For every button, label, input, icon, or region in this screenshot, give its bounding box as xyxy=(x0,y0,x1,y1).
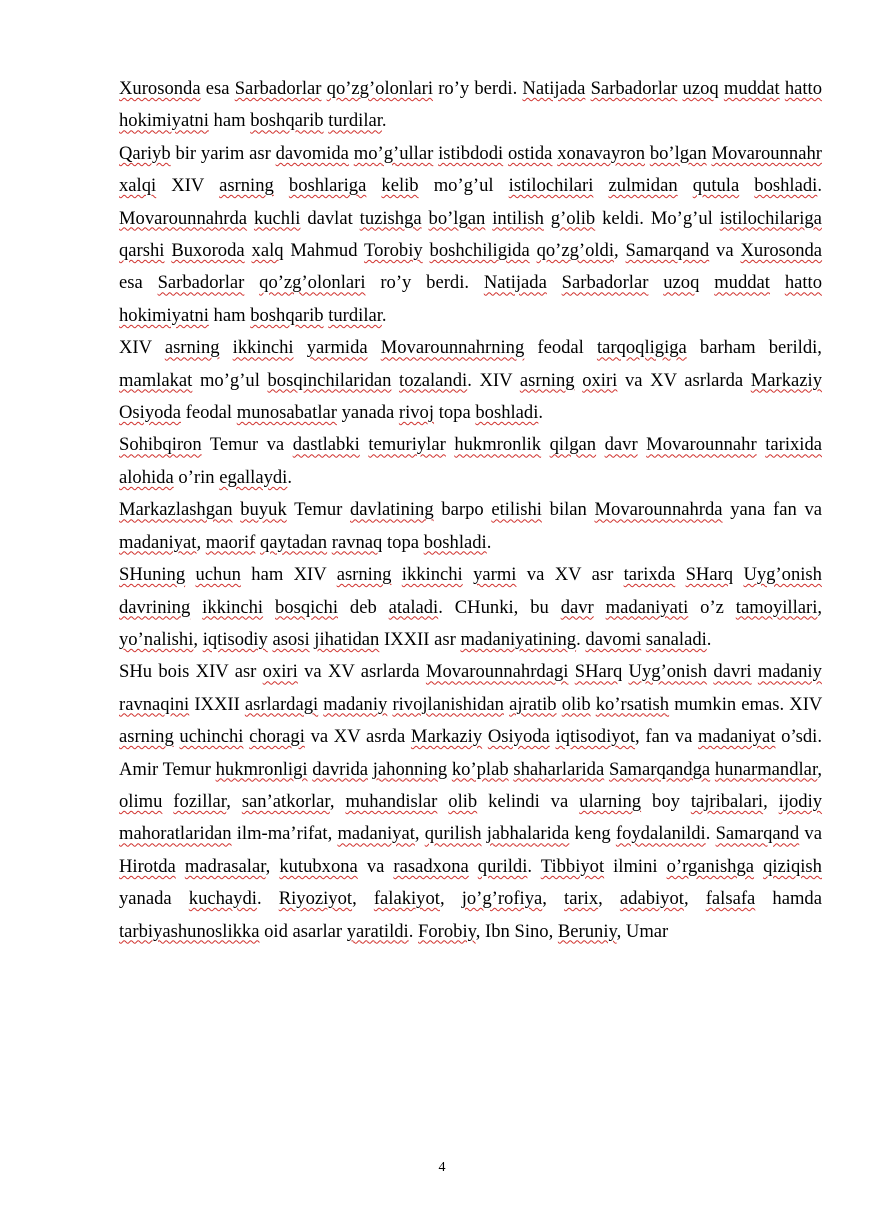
spellcheck-word[interactable]: bo’lgan xyxy=(428,207,486,229)
spellcheck-word[interactable]: madaniyat xyxy=(698,726,776,748)
spellcheck-word[interactable]: Natijada xyxy=(483,272,547,294)
spellcheck-word[interactable]: turdilar xyxy=(328,110,382,132)
spellcheck-word[interactable]: asrning xyxy=(164,337,220,359)
spellcheck-word[interactable]: madaniyat xyxy=(337,823,415,845)
spellcheck-word[interactable]: alohida xyxy=(119,466,174,488)
spellcheck-word[interactable]: falakiyot xyxy=(373,888,440,910)
spellcheck-word[interactable]: tarixda xyxy=(623,564,676,586)
spellcheck-word[interactable]: qo’zg’oldi xyxy=(536,240,615,262)
spellcheck-word[interactable]: Sohibqiron xyxy=(119,434,202,456)
spellcheck-word[interactable]: iqtisodiyot xyxy=(555,726,636,748)
spellcheck-word[interactable]: zulmidan xyxy=(608,175,678,197)
spellcheck-word[interactable]: Samarqand xyxy=(625,240,710,262)
spellcheck-word[interactable]: yo’nalishi xyxy=(119,628,194,650)
paragraph[interactable]: Markazlashgan buyuk Temur davlatining barpo etilishi bilan Movarounnahrda yana fan va madaniyat, maorif qaytadan ravnaq topa boshladi. xyxy=(119,499,822,553)
spellcheck-word[interactable]: SHarq xyxy=(685,564,734,586)
spellcheck-word[interactable]: g’olib xyxy=(550,207,596,229)
spellcheck-word[interactable]: bosqinchilaridan xyxy=(267,369,392,391)
paragraph[interactable]: SHu bois XIV asr oxiri va XV asrlarda Movarounnahrdagi SHarq Uyg’onish davri madaniy ravnaqini IXXII asrlardagi madaniy rivojlanishidan ajratib olib ko’rsatish mumkin emas. XIV asrning uchinchi choragi va XV asrda Markaziy Osiyoda iqtisodiyot, fan va madaniyat o’sdi. Amir Temur hukmronligi davrida jahonning ko’plab shaharlarida Samarqandga hunarmandlar, olimu fozillar, san’atkorlar, muhandislar olib kelindi va ularning boy tajribalari, ijodiy mahoratlaridan ilm-ma’rifat, madaniyat, qurilish jabhalarida keng foydalanildi. Samarqand va Hirotda madrasalar, kutubxona va rasadxona qurildi. Tibbiyot ilmini o’rganishga qiziqish yanada kuchaydi. Riyoziyot, falakiyot, jo’g’rofiya, tarix, adabiyot, falsafa hamda tarbiyashunoslikka oid asarlar yaratildi. Forobiy, Ibn Sino, Beruniy, Umar xyxy=(119,661,823,942)
spellcheck-word[interactable]: hunarmandlar xyxy=(714,758,818,780)
paragraph[interactable]: XIV asrning ikkinchi yarmida Movarounnahrning feodal tarqoqligiga barham berildi, mamlakat mo’g’ul bosqinchilaridan tozalandi. XIV asrning oxiri va XV asrlarda Markaziy Osiyoda feodal munosabatlar yanada rivoj topa boshladi. xyxy=(119,337,823,424)
spellcheck-word[interactable]: egallaydi xyxy=(219,466,288,488)
spellcheck-word[interactable]: Beruniy xyxy=(557,920,617,942)
spellcheck-word[interactable]: qarshi xyxy=(119,240,165,262)
spellcheck-word[interactable]: rivoj xyxy=(398,402,435,424)
paragraph[interactable]: Xurosonda esa Sarbadorlar qo’zg’olonlari ro’y berdi. Natijada Sarbadorlar uzoq muddat hatto hokimiyatni ham boshqarib turdilar. xyxy=(119,78,823,132)
spellcheck-word[interactable]: ko’rsatish xyxy=(595,693,670,715)
paragraph[interactable]: Qariyb bir yarim asr davomida mo’g’ullar istibdodi ostida xonavayron bo’lgan Movarounnahr xalqi XIV asrning boshlariga kelib mo’g’ul istilochilari zulmidan qutula boshladi. Movarounnahrda kuchli davlat tuzishga bo’lgan intilish g’olib keldi. Mo’g’ul istilochilariga qarshi Buxoroda xalq Mahmud Torobiy boshchiligida qo’zg’oldi, Samarqand va Xurosonda esa Sarbadorlar qo’zg’olonlari ro’y berdi. Natijada Sarbadorlar uzoq muddat hatto hokimiyatni ham boshqarib turdilar. xyxy=(119,142,823,326)
spellcheck-word[interactable]: boshladi xyxy=(754,175,818,197)
spellcheck-word[interactable]: tamoyillari xyxy=(735,596,818,618)
spellcheck-word[interactable]: Samarqandga xyxy=(608,758,711,780)
spellcheck-word[interactable]: qo’zg’olonlari xyxy=(259,272,366,294)
spellcheck-word[interactable]: Movarounnahrning xyxy=(380,337,525,359)
spellcheck-word[interactable]: Uyg’onish xyxy=(743,564,822,586)
spellcheck-word[interactable]: madaniy xyxy=(323,693,388,715)
spellcheck-word[interactable]: dastlabki xyxy=(292,434,360,456)
spellcheck-word[interactable]: Xurosonda xyxy=(740,240,823,262)
spellcheck-word[interactable]: qutula xyxy=(692,175,740,197)
spellcheck-word[interactable]: jihatidan xyxy=(314,628,380,650)
spellcheck-word[interactable]: yaratildi xyxy=(346,920,409,942)
spellcheck-word[interactable]: SHuning xyxy=(119,564,186,586)
spellcheck-word[interactable]: boshladi xyxy=(475,402,539,424)
spellcheck-word[interactable]: rasadxona xyxy=(393,855,469,877)
spellcheck-word[interactable]: ikkinchi xyxy=(232,337,294,359)
spellcheck-word[interactable]: Samarqand xyxy=(715,823,800,845)
spellcheck-word[interactable]: davr xyxy=(560,596,594,618)
spellcheck-word[interactable]: davomi xyxy=(585,628,642,650)
spellcheck-word[interactable]: bo’lgan xyxy=(649,142,707,164)
spellcheck-word[interactable]: Natijada xyxy=(522,78,586,99)
spellcheck-word[interactable]: mo’g’ullar xyxy=(353,142,434,164)
spellcheck-word[interactable]: choragi xyxy=(249,726,305,748)
spellcheck-word[interactable]: maorif xyxy=(205,531,256,553)
spellcheck-word[interactable]: boshladi xyxy=(423,531,487,553)
spellcheck-word[interactable]: Uyg’onish xyxy=(628,661,708,683)
spellcheck-word[interactable]: xalq xyxy=(251,240,284,262)
spellcheck-word[interactable]: Sarbadorlar xyxy=(157,272,245,294)
spellcheck-word[interactable]: buyuk xyxy=(240,499,287,521)
spellcheck-word[interactable]: rivojlanishidan xyxy=(392,693,504,715)
spellcheck-word[interactable]: tarixida xyxy=(765,434,822,456)
paragraph[interactable]: SHuning uchun ham XIV asrning ikkinchi yarmi va XV asr tarixda SHarq Uyg’onish davrining ikkinchi bosqichi deb ataladi. CHunki, bu davr madaniyati o’z tamoyillari, yo’nalishi, iqtisodiy asosi jihatidan IXXII asr madaniyatining. davomi sanaladi. xyxy=(119,564,823,650)
spellcheck-word[interactable]: Torobiy xyxy=(364,240,423,262)
spellcheck-word[interactable]: davlatining xyxy=(350,499,434,521)
spellcheck-word[interactable]: boshqarib xyxy=(250,304,324,326)
spellcheck-word[interactable]: istilochilariga xyxy=(719,207,822,229)
spellcheck-word[interactable]: bosqichi xyxy=(275,596,339,618)
spellcheck-word[interactable]: jo’g’rofiya xyxy=(461,888,543,910)
spellcheck-word[interactable]: Markaziy xyxy=(410,726,483,748)
spellcheck-word[interactable]: qurildi xyxy=(477,855,528,877)
spellcheck-word[interactable]: tarqoqligiga xyxy=(596,337,687,359)
spellcheck-word[interactable]: Riyoziyot xyxy=(278,888,353,910)
spellcheck-word[interactable]: davrida xyxy=(312,758,369,780)
spellcheck-word[interactable]: kuchaydi xyxy=(188,888,257,910)
spellcheck-word[interactable]: SHarq xyxy=(574,661,623,683)
spellcheck-word[interactable]: davomida xyxy=(275,142,349,164)
spellcheck-word[interactable]: Markazlashgan xyxy=(119,499,233,521)
spellcheck-word[interactable]: ijodiy xyxy=(778,790,823,812)
spellcheck-word[interactable]: kelib xyxy=(381,175,419,197)
spellcheck-word[interactable]: olimu xyxy=(119,790,163,812)
spellcheck-word[interactable]: Sarbadorlar xyxy=(234,78,322,99)
spellcheck-word[interactable]: Qariyb xyxy=(119,142,171,164)
spellcheck-word[interactable]: etilishi xyxy=(491,499,542,521)
spellcheck-word[interactable]: uchun xyxy=(195,564,241,586)
spellcheck-word[interactable]: san’atkorlar xyxy=(241,790,330,812)
spellcheck-word[interactable]: xalqi xyxy=(119,175,157,197)
spellcheck-word[interactable]: tarbiyashunoslikka xyxy=(119,920,260,942)
spellcheck-word[interactable]: hatto xyxy=(784,78,823,99)
spellcheck-word[interactable]: oxiri xyxy=(582,369,618,391)
spellcheck-word[interactable]: asrning xyxy=(219,175,274,197)
spellcheck-word[interactable]: adabiyot xyxy=(619,888,684,910)
spellcheck-word[interactable]: davrining xyxy=(119,596,191,618)
spellcheck-word[interactable]: intilish xyxy=(492,207,544,229)
spellcheck-word[interactable]: uzoq xyxy=(663,272,700,294)
spellcheck-word[interactable]: qiziqish xyxy=(763,855,822,877)
spellcheck-word[interactable]: ikkinchi xyxy=(401,564,463,586)
spellcheck-word[interactable]: foydalanildi xyxy=(615,823,706,845)
spellcheck-word[interactable]: asrning xyxy=(519,369,575,391)
spellcheck-word[interactable]: ravnaqini xyxy=(119,693,190,715)
spellcheck-word[interactable]: asrning xyxy=(119,726,174,748)
spellcheck-word[interactable]: jahonning xyxy=(372,758,448,780)
spellcheck-word[interactable]: tajribalari xyxy=(690,790,764,812)
spellcheck-word[interactable]: tarix xyxy=(564,888,599,910)
spellcheck-word[interactable]: istibdodi xyxy=(438,142,504,164)
spellcheck-word[interactable]: xonavayron xyxy=(557,142,645,164)
spellcheck-word[interactable]: hokimiyatni xyxy=(119,304,209,326)
spellcheck-word[interactable]: Markaziy xyxy=(750,369,823,391)
spellcheck-word[interactable]: shaharlarida xyxy=(513,758,605,780)
spellcheck-word[interactable]: ravnaq xyxy=(331,531,383,553)
spellcheck-word[interactable]: Movarounnahrda xyxy=(594,499,723,521)
spellcheck-word[interactable]: falsafa xyxy=(705,888,756,910)
spellcheck-word[interactable]: muddat xyxy=(723,78,780,99)
spellcheck-word[interactable]: olib xyxy=(561,693,591,715)
spellcheck-word[interactable]: sanaladi xyxy=(645,628,707,650)
spellcheck-word[interactable]: hatto xyxy=(784,272,822,294)
spellcheck-word[interactable]: o’rganishga xyxy=(666,855,755,877)
spellcheck-word[interactable]: muddat xyxy=(714,272,770,294)
spellcheck-word[interactable]: ataladi xyxy=(388,596,439,618)
spellcheck-word[interactable]: madrasalar xyxy=(184,855,266,877)
spellcheck-word[interactable]: temuriylar xyxy=(368,434,446,456)
paragraph[interactable]: Sohibqiron Temur va dastlabki temuriylar hukmronlik qilgan davr Movarounnahr tarixida alohida o’rin egallaydi. xyxy=(119,434,822,488)
spellcheck-word[interactable]: madaniy xyxy=(757,661,822,683)
spellcheck-word[interactable]: kutubxona xyxy=(279,855,358,877)
spellcheck-word[interactable]: hokimiyatni xyxy=(119,110,209,132)
spellcheck-word[interactable]: kuchli xyxy=(253,207,301,229)
spellcheck-word[interactable]: boshchiligida xyxy=(429,240,530,262)
spellcheck-word[interactable]: Buxoroda xyxy=(171,240,245,262)
spellcheck-word[interactable]: yarmida xyxy=(306,337,368,359)
spellcheck-word[interactable]: istilochilari xyxy=(508,175,594,197)
spellcheck-word[interactable]: munosabatlar xyxy=(236,402,337,424)
spellcheck-word[interactable]: ikkinchi xyxy=(202,596,264,618)
spellcheck-word[interactable]: qilgan xyxy=(549,434,597,456)
spellcheck-word[interactable]: Tibbiyot xyxy=(540,855,605,877)
spellcheck-word[interactable]: boshlariga xyxy=(288,175,367,197)
spellcheck-word[interactable]: ko’plab xyxy=(451,758,509,780)
spellcheck-word[interactable]: tuzishga xyxy=(359,207,422,229)
spellcheck-word[interactable]: Sarbadorlar xyxy=(590,78,678,99)
spellcheck-word[interactable]: mahoratlaridan xyxy=(119,823,232,845)
spellcheck-word[interactable]: madaniyati xyxy=(605,596,689,618)
spellcheck-word[interactable]: Movarounnahrdagi xyxy=(425,661,569,683)
spellcheck-word[interactable]: asrlardagi xyxy=(244,693,319,715)
page-number: 4 xyxy=(438,1160,446,1175)
spellcheck-word[interactable]: asrning xyxy=(336,564,392,586)
spellcheck-word[interactable]: Hirotda xyxy=(119,855,176,877)
spellcheck-word[interactable]: uzoq xyxy=(682,78,719,99)
spellcheck-word[interactable]: turdilar xyxy=(328,304,382,326)
document-body[interactable] xyxy=(119,73,822,948)
spellcheck-word[interactable]: oxiri xyxy=(262,661,298,683)
spellcheck-word[interactable]: tozalandi xyxy=(399,369,468,391)
spellcheck-word[interactable]: ularning xyxy=(579,790,642,812)
spellcheck-word[interactable]: jabhalarida xyxy=(486,823,570,845)
spellcheck-word[interactable]: Movarounnahr xyxy=(646,434,757,456)
spellcheck-word[interactable]: iqtisodiy xyxy=(202,628,268,650)
spellcheck-word[interactable]: hukmronligi xyxy=(215,758,308,780)
spellcheck-word[interactable]: Forobiy xyxy=(418,920,476,942)
spellcheck-word[interactable]: ostida xyxy=(507,142,553,164)
spellcheck-word[interactable]: Movarounnahrda xyxy=(119,207,248,229)
spellcheck-word[interactable]: Osiyoda xyxy=(487,726,550,748)
spellcheck-word[interactable]: madaniyatining xyxy=(460,628,577,650)
spellcheck-word[interactable]: davr xyxy=(604,434,638,456)
spellcheck-word[interactable]: yarmi xyxy=(473,564,517,586)
spellcheck-word[interactable]: Xurosonda xyxy=(119,78,201,99)
spellcheck-word[interactable]: ajratib xyxy=(509,693,557,715)
spellcheck-word[interactable]: qurilish xyxy=(424,823,482,845)
spellcheck-word[interactable]: uchinchi xyxy=(179,726,244,748)
spellcheck-word[interactable]: qo’zg’olonlari xyxy=(326,78,434,99)
spellcheck-word[interactable]: mamlakat xyxy=(119,369,193,391)
spellcheck-word[interactable]: qaytadan xyxy=(259,531,328,553)
spellcheck-word[interactable]: Osiyoda xyxy=(119,402,181,424)
spellcheck-word[interactable]: asosi xyxy=(272,628,310,650)
spellcheck-word[interactable]: fozillar xyxy=(173,790,227,812)
spellcheck-word[interactable]: Sarbadorlar xyxy=(561,272,649,294)
spellcheck-word[interactable]: Movarounnahr xyxy=(711,142,822,164)
spellcheck-word[interactable]: hukmronlik xyxy=(454,434,542,456)
spellcheck-word[interactable]: davri xyxy=(713,661,752,683)
spellcheck-word[interactable]: boshqarib xyxy=(250,110,324,132)
spellcheck-word[interactable]: muhandislar xyxy=(345,790,438,812)
spellcheck-word[interactable]: madaniyat xyxy=(119,531,197,553)
spellcheck-word[interactable]: olib xyxy=(448,790,478,812)
